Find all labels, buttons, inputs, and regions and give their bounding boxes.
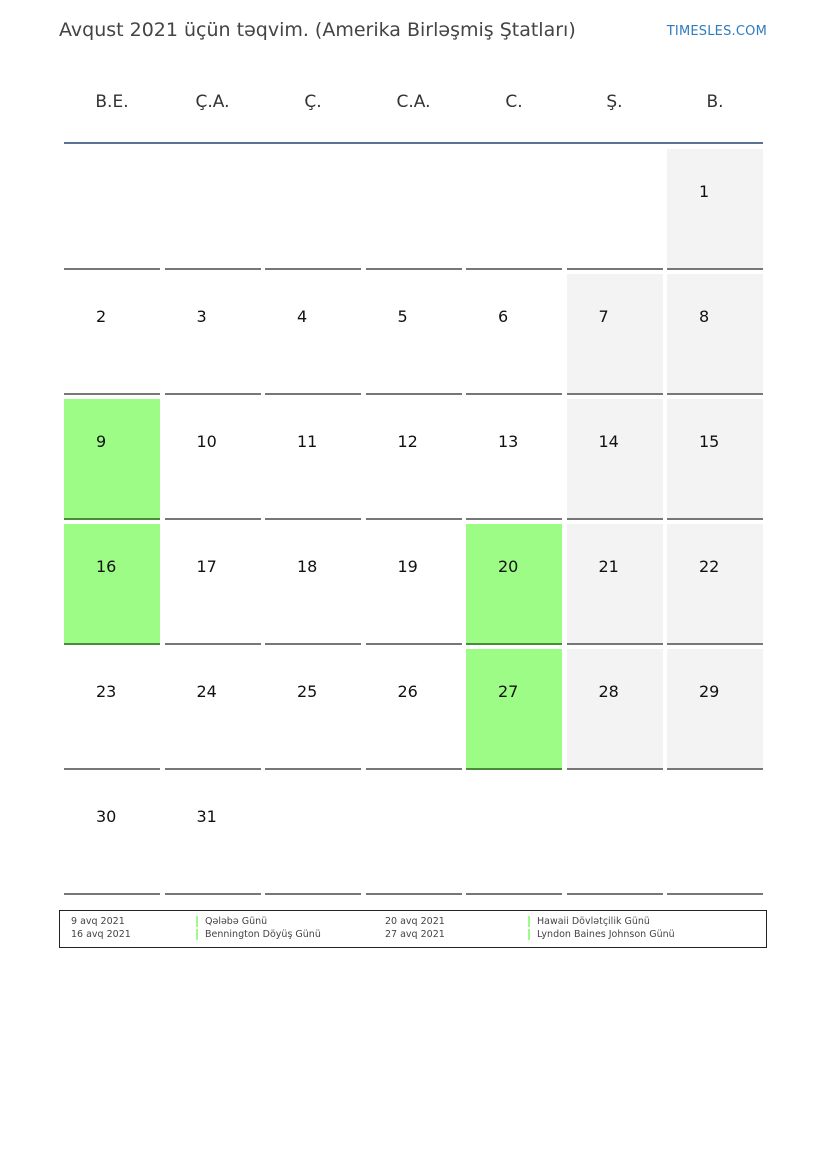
calendar-day-cell [165, 274, 261, 395]
day-number: 12 [397, 432, 418, 451]
legend-date: 20 avq 2021 [385, 916, 445, 927]
day-number: 4 [297, 307, 308, 326]
calendar-day-cell [165, 524, 261, 645]
calendar-day-cell [165, 649, 261, 770]
weekday-label: C. [505, 92, 523, 112]
day-number: 3 [196, 307, 207, 326]
calendar-day-cell [165, 774, 261, 895]
calendar-day-cell [667, 399, 763, 520]
day-number: 1 [699, 182, 710, 201]
calendar-day-cell [265, 274, 361, 395]
weekday-label: Ç.A. [195, 92, 230, 112]
day-number: 28 [598, 682, 619, 701]
calendar-day-cell [64, 274, 160, 395]
header-divider [64, 142, 763, 144]
calendar-day-cell [366, 399, 462, 520]
day-number: 29 [699, 682, 720, 701]
weekday-label: Ş. [606, 92, 623, 112]
calendar-day-cell [667, 274, 763, 395]
calendar-day-cell [265, 399, 361, 520]
day-number: 13 [498, 432, 519, 451]
calendar-day-cell [165, 399, 261, 520]
day-number: 27 [498, 682, 519, 701]
legend-holiday-name: Qələbə Günü [196, 916, 267, 927]
page-title: Avqust 2021 üçün təqvim. (Amerika Birləşmiş Ştatları) [59, 19, 576, 41]
legend-holiday-name: Lyndon Baines Johnson Günü [528, 929, 675, 940]
day-number: 17 [196, 557, 217, 576]
calendar-day-cell [265, 649, 361, 770]
calendar-day-cell [567, 649, 663, 770]
day-number: 10 [196, 432, 217, 451]
day-number: 7 [598, 307, 609, 326]
calendar-day-cell [366, 524, 462, 645]
calendar-empty-cell [667, 774, 763, 895]
day-number: 24 [196, 682, 217, 701]
day-number: 16 [96, 557, 117, 576]
day-number: 5 [397, 307, 408, 326]
day-number: 9 [96, 432, 107, 451]
day-number: 23 [96, 682, 117, 701]
calendar-day-cell [64, 524, 160, 645]
holiday-legend [59, 910, 767, 948]
calendar-empty-cell [567, 774, 663, 895]
day-number: 25 [297, 682, 318, 701]
day-number: 30 [96, 807, 117, 826]
day-number: 19 [397, 557, 418, 576]
calendar-day-cell [265, 524, 361, 645]
calendar-empty-cell [567, 149, 663, 270]
calendar-empty-cell [165, 149, 261, 270]
day-number: 21 [598, 557, 619, 576]
weekday-label: B. [706, 92, 724, 112]
day-number: 22 [699, 557, 720, 576]
calendar-empty-cell [466, 774, 562, 895]
calendar-empty-cell [366, 774, 462, 895]
calendar-day-cell [64, 649, 160, 770]
legend-holiday-name: Hawaii Dövlətçilik Günü [528, 916, 650, 927]
day-number: 18 [297, 557, 318, 576]
calendar-empty-cell [466, 149, 562, 270]
weekday-label: B.E. [95, 92, 129, 112]
calendar-day-cell [64, 399, 160, 520]
legend-date: 16 avq 2021 [71, 929, 131, 940]
legend-holiday-name: Bennington Döyüş Günü [196, 929, 321, 940]
day-number: 15 [699, 432, 720, 451]
calendar-day-cell [567, 274, 663, 395]
day-number: 26 [397, 682, 418, 701]
weekday-label: Ç. [304, 92, 322, 112]
day-number: 8 [699, 307, 710, 326]
calendar-empty-cell [64, 149, 160, 270]
calendar-day-cell [667, 149, 763, 270]
calendar-empty-cell [265, 149, 361, 270]
weekday-header [64, 92, 763, 112]
day-number: 14 [598, 432, 619, 451]
calendar-day-cell [466, 399, 562, 520]
calendar-day-cell [567, 524, 663, 645]
day-number: 11 [297, 432, 318, 451]
calendar-day-cell [64, 774, 160, 895]
calendar-day-cell [366, 274, 462, 395]
calendar-day-cell [567, 399, 663, 520]
calendar-day-cell [667, 524, 763, 645]
calendar-empty-cell [366, 149, 462, 270]
legend-date: 27 avq 2021 [385, 929, 445, 940]
day-number: 6 [498, 307, 509, 326]
calendar-grid [64, 149, 763, 895]
legend-date: 9 avq 2021 [71, 916, 125, 927]
day-number: 2 [96, 307, 107, 326]
brand-link[interactable]: TIMESLES.COM [666, 24, 767, 39]
calendar-day-cell [466, 524, 562, 645]
day-number: 31 [196, 807, 217, 826]
calendar-empty-cell [265, 774, 361, 895]
weekday-label: C.A. [396, 92, 431, 112]
calendar-day-cell [366, 649, 462, 770]
calendar-day-cell [667, 649, 763, 770]
day-number: 20 [498, 557, 519, 576]
calendar-day-cell [466, 649, 562, 770]
calendar-day-cell [466, 274, 562, 395]
